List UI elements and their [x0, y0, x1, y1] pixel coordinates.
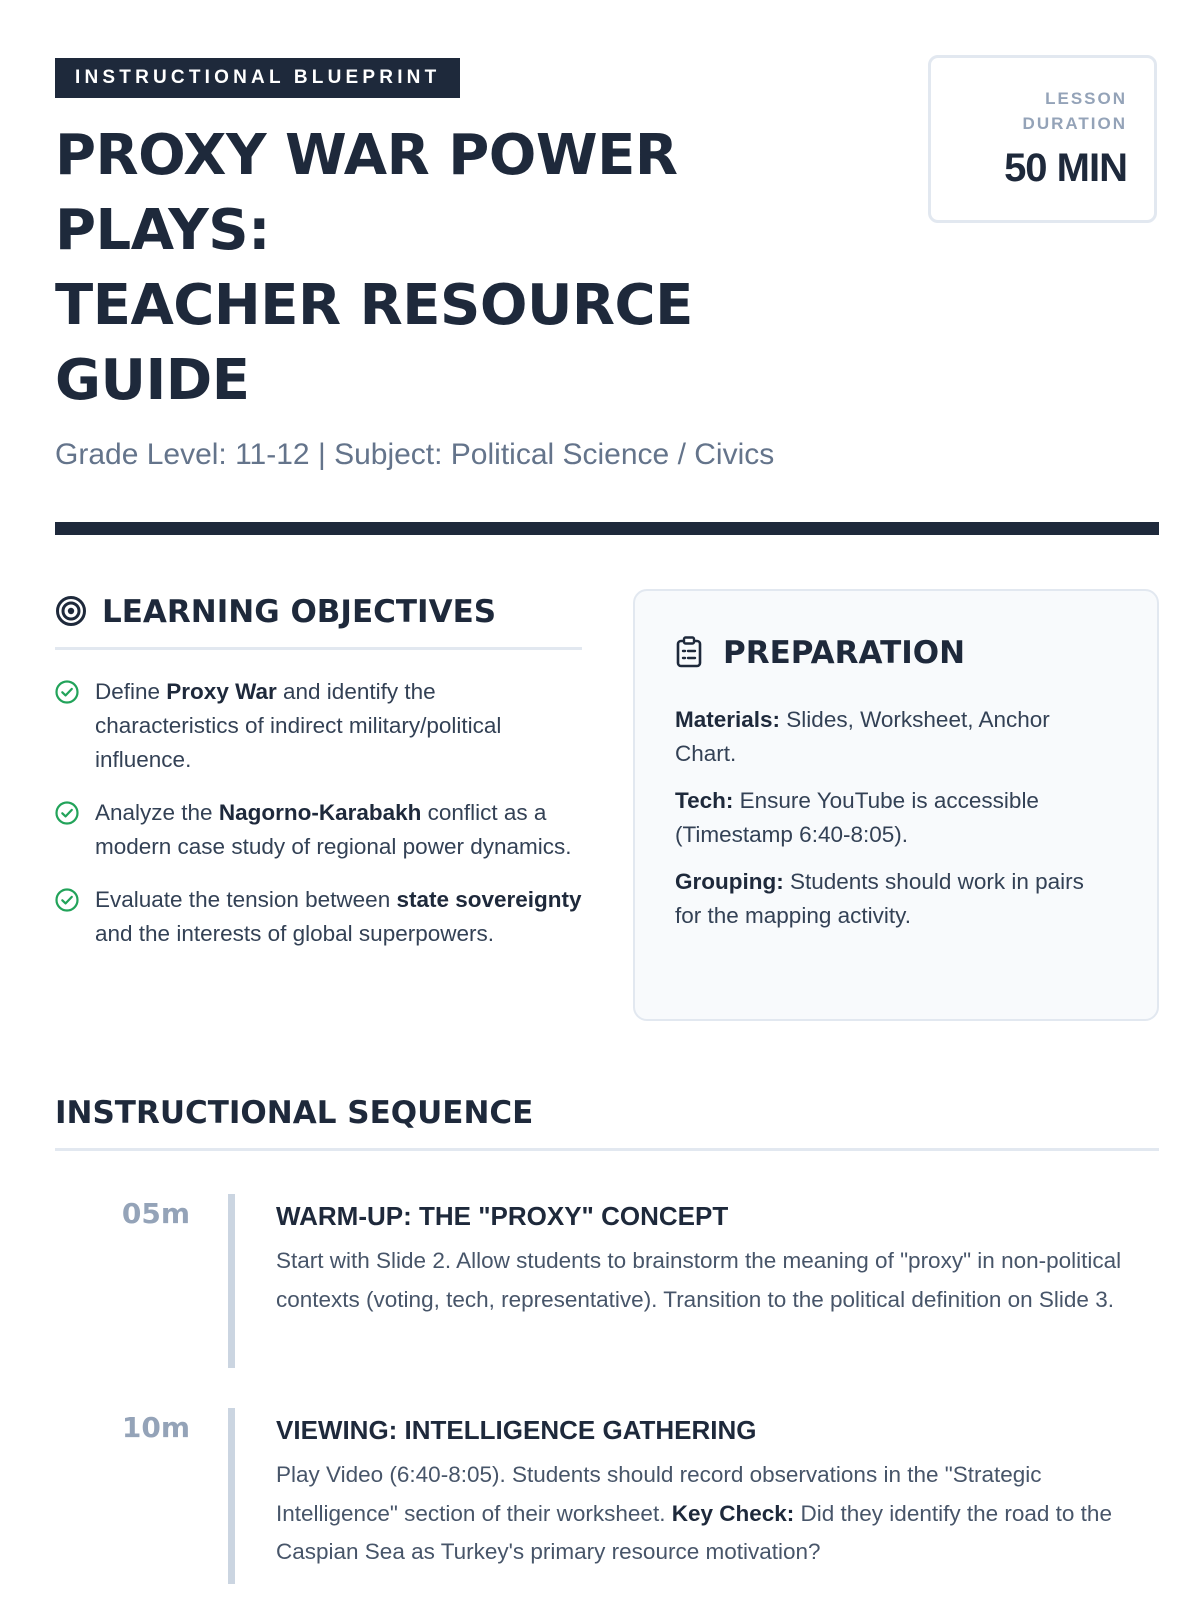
objective-text: and identify the characteristics of indirect military/political influence.	[95, 679, 502, 772]
step-description	[276, 1242, 1166, 1319]
objective-item	[55, 883, 582, 951]
duration-label-line: DURATION	[1022, 114, 1127, 133]
lesson-guide-page	[55, 0, 1159, 1600]
objective-keyword: Proxy War	[166, 679, 277, 704]
preparation-item	[675, 865, 1115, 933]
timeline-bar	[228, 1194, 235, 1368]
sequence-title: INSTRUCTIONAL SEQUENCE	[55, 1095, 534, 1131]
blueprint-badge: INSTRUCTIONAL BLUEPRINT	[55, 58, 460, 98]
preparation-text: Slides, Worksheet, Anchor Chart.	[675, 707, 1050, 766]
objective-keyword: state sovereignty	[396, 887, 582, 912]
title-line: TEACHER RESOURCE	[55, 273, 693, 338]
check-circle-icon	[55, 801, 79, 825]
timeline-bar	[228, 1408, 235, 1584]
step-content	[276, 1408, 1166, 1572]
step-content	[276, 1194, 1166, 1319]
preparation-item	[675, 703, 1115, 771]
preparation-panel	[633, 589, 1159, 1021]
clipboard-icon	[675, 636, 703, 668]
preparation-label: Materials:	[675, 707, 781, 732]
step-title: VIEWING: INTELLIGENCE GATHERING	[276, 1415, 757, 1445]
objective-text: Define	[95, 679, 167, 704]
preparation-text: Ensure YouTube is accessible (Timestamp 6:40-8:05).	[675, 788, 1039, 847]
preparation-label: Grouping:	[675, 869, 784, 894]
step-text: Did they identify the road to the Caspian Sea as Turkey's primary resource motivation?	[276, 1500, 1112, 1564]
grade-subject-subtitle: Grade Level: 11-12 | Subject: Political Science / Civics	[55, 438, 775, 471]
check-circle-icon	[55, 680, 79, 704]
preparation-title: PREPARATION	[723, 635, 966, 671]
title-line: PROXY WAR POWER	[55, 123, 678, 188]
preparation-item	[675, 784, 1115, 852]
duration-label-line: LESSON	[1045, 89, 1127, 108]
duration-label	[1023, 86, 1127, 136]
objective-item	[55, 796, 582, 864]
preparation-text: Students should work in pairs for the mapping activity.	[675, 869, 1084, 928]
step-description	[276, 1456, 1166, 1572]
step-duration: 10m	[121, 1411, 190, 1444]
objectives-divider	[55, 647, 582, 650]
step-text: Start with Slide 2. Allow students to brainstorm the meaning of "proxy" in non-political contexts (voting, tech, representative). Transition to the political definition on Slide 3.	[276, 1248, 1122, 1312]
objective-keyword: Nagorno-Karabakh	[218, 800, 422, 825]
header-divider	[55, 522, 1159, 535]
objective-item	[55, 675, 582, 777]
duration-value: 50 MIN	[1004, 146, 1127, 190]
objective-text: conflict as a modern case study of regional power dynamics.	[95, 800, 572, 859]
step-title: WARM-UP: THE "PROXY" CONCEPT	[276, 1201, 729, 1231]
title-line: GUIDE	[55, 348, 250, 413]
check-circle-icon	[55, 888, 79, 912]
objective-text: and the interests of global superpowers.	[95, 921, 494, 946]
sequence-divider	[55, 1148, 1159, 1151]
sequence-step	[55, 1194, 1159, 1372]
objectives-list	[55, 675, 582, 970]
sequence-step	[55, 1408, 1159, 1588]
objective-text: Evaluate the tension between	[95, 887, 397, 912]
step-keyword: Key Check:	[671, 1500, 795, 1526]
objective-text: Analyze the	[95, 800, 219, 825]
preparation-label: Tech:	[675, 788, 734, 813]
target-icon	[55, 594, 87, 628]
title-line: PLAYS:	[55, 198, 270, 263]
lesson-duration-card	[928, 55, 1157, 223]
step-duration: 05m	[121, 1197, 190, 1230]
step-text: Play Video (6:40-8:05). Students should record observations in the "Strategic Intelligence" section of their worksheet.	[276, 1462, 1042, 1526]
preparation-body	[675, 703, 1115, 946]
page-title	[55, 118, 835, 418]
objectives-title: LEARNING OBJECTIVES	[102, 594, 497, 630]
